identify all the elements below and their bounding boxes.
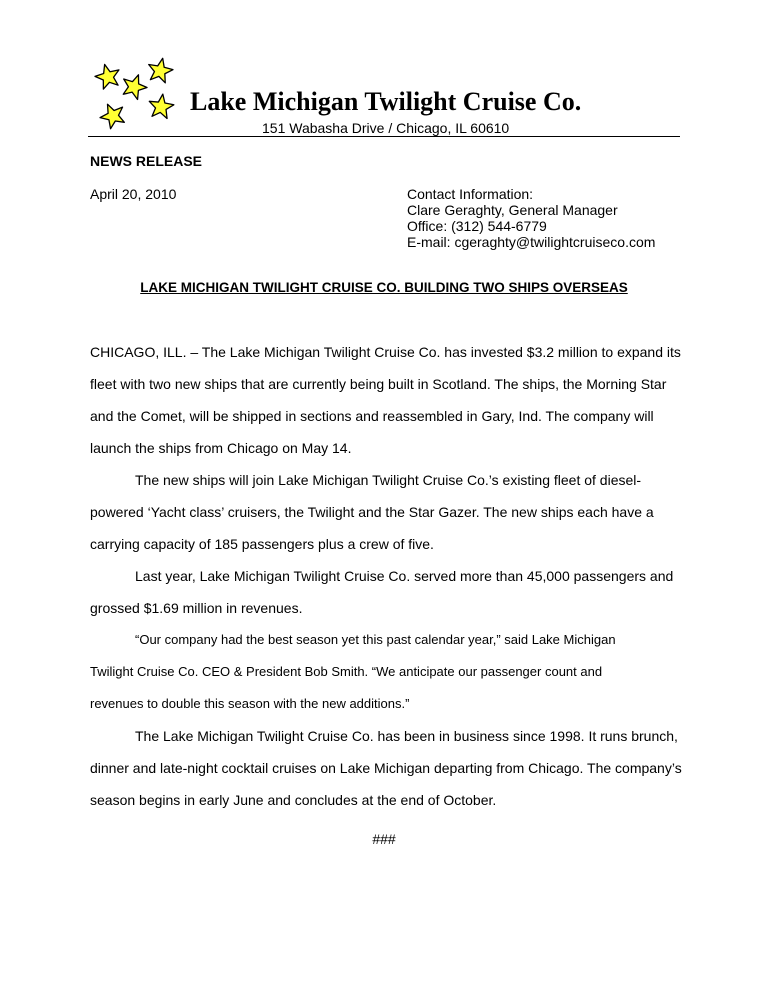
headline: LAKE MICHIGAN TWILIGHT CRUISE CO. BUILDING TWO SHIPS OVERSEAS [140,280,628,295]
body-line: launch the ships from Chicago on May 14. [90,440,352,456]
body-line: grossed $1.69 million in revenues. [90,600,303,616]
contact-office: Office: (312) 544-6779 [407,218,547,234]
body-line: fleet with two new ships that are currently being built in Scotland. The ships, the Morning Star [90,376,667,392]
star-icon [147,92,175,119]
star-icon [119,71,150,102]
star-icon [93,61,123,90]
body-line: CHICAGO, ILL. – The Lake Michigan Twilight Cruise Co. has invested $3.2 million to expand its [90,344,681,360]
body-line: dinner and late-night cocktail cruises on Lake Michigan departing from Chicago. The company’s [90,760,682,776]
release-date: April 20, 2010 [90,186,177,202]
star-icon [146,56,175,84]
body-line: The Lake Michigan Twilight Cruise Co. has been in business since 1998. It runs brunch, [135,728,678,744]
contact-block [407,186,655,250]
body-line: The new ships will join Lake Michigan Twilight Cruise Co.’s existing fleet of diesel- [135,472,642,488]
stars-logo-icon [92,56,184,134]
news-release-label: NEWS RELEASE [90,153,203,169]
contact-name: Clare Geraghty, General Manager [407,202,618,218]
contact-email: E-mail: cgeraghty@twilightcruiseco.com [407,234,656,250]
body-line: season begins in early June and concludes at the end of October. [90,792,497,808]
body-line: and the Comet, will be shipped in sections and reassembled in Gary, Ind. The company will [90,408,654,424]
body-line: powered ‘Yacht class’ cruisers, the Twilight and the Star Gazer. The new ships each have a [90,504,654,520]
body-line: carrying capacity of 185 passengers plus a crew of five. [90,536,434,552]
body-line: “Our company had the best season yet this past calendar year,” said Lake Michigan [135,632,616,647]
header-divider [88,136,680,137]
contact-heading: Contact Information: [407,186,534,202]
company-name: Lake Michigan Twilight Cruise Co. [190,87,582,116]
company-address: 151 Wabasha Drive / Chicago, IL 60610 [262,120,510,136]
body-line: revenues to double this season with the new additions.” [90,696,410,711]
star-icon [96,99,128,131]
release-body [90,340,690,820]
body-line: Last year, Lake Michigan Twilight Cruise Co. served more than 45,000 passengers and [135,568,674,584]
body-line: Twilight Cruise Co. CEO & President Bob Smith. “We anticipate our passenger count and [90,664,603,679]
end-marks: ### [372,831,396,847]
